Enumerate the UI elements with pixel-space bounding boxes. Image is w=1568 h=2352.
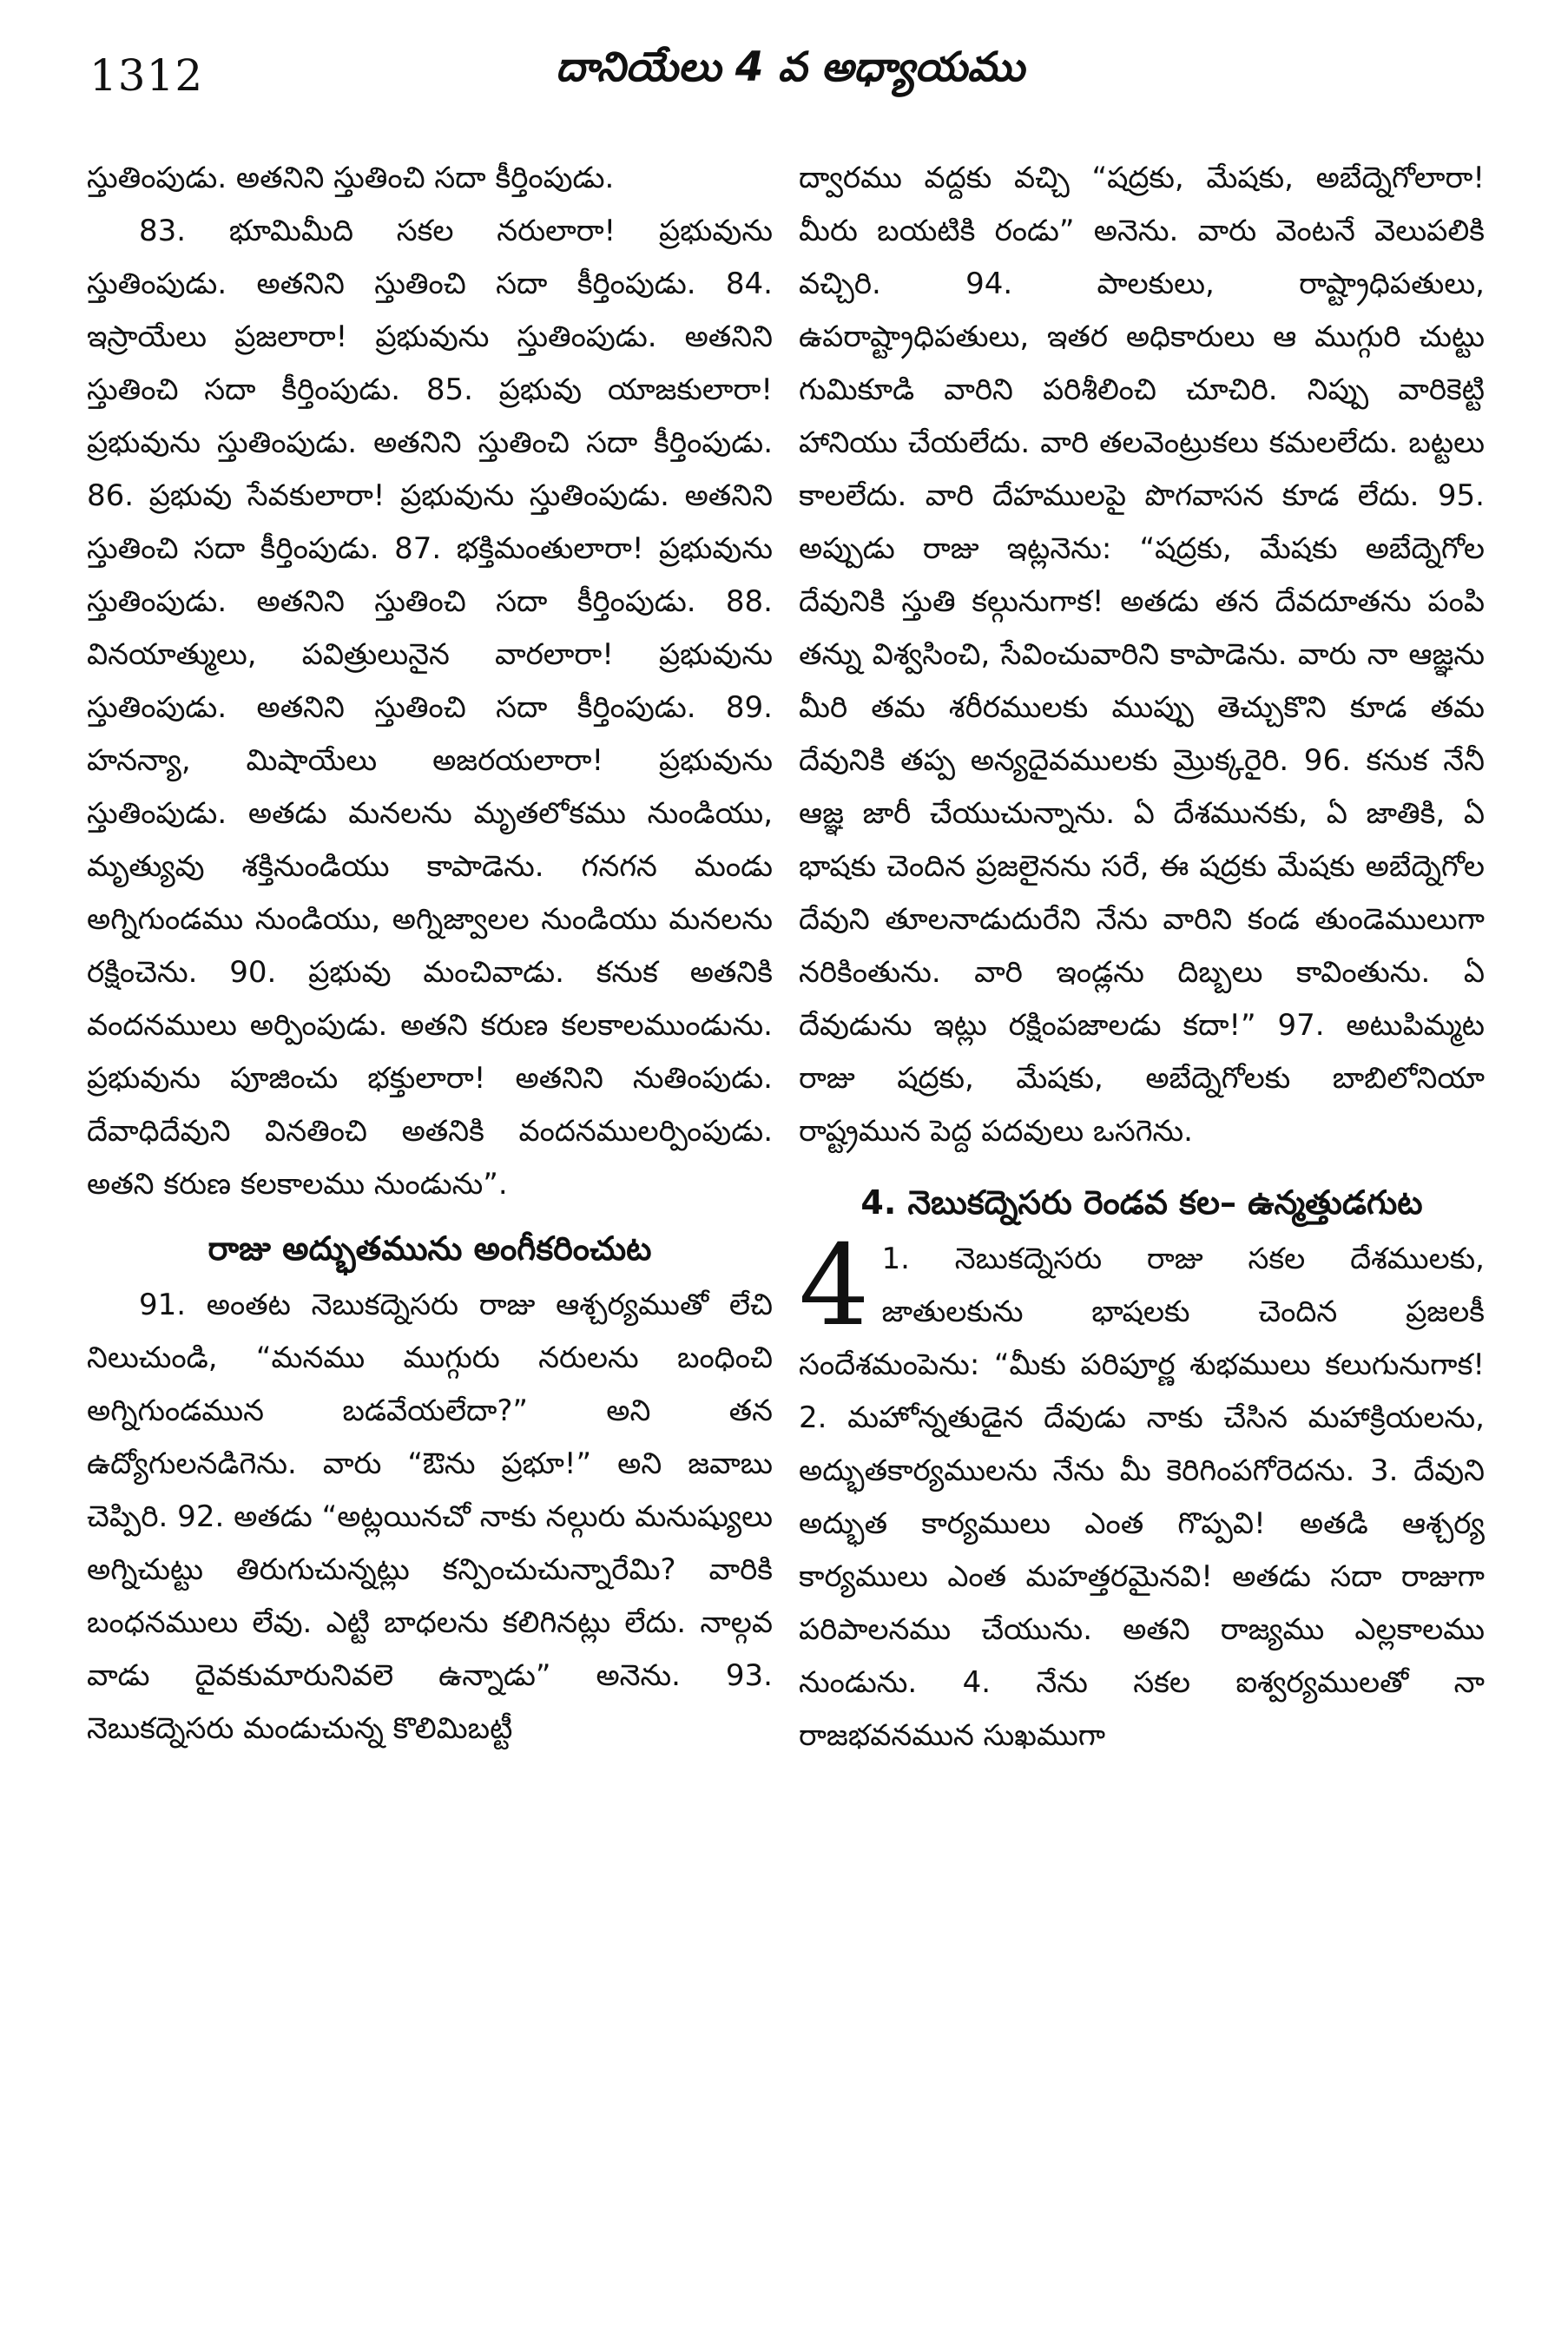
right-column [799,152,1485,1762]
chapter-heading: 4. నెబుకద్నెసరు రెండవ కల– ఉన్మత్తుడగుట [860,1183,1423,1222]
paragraph: 83. భూమిమీది సకల నరులారా! ప్రభువును స్తుతింపుడు. అతనిని స్తుతించి సదా కీర్తింపుడు. 84. ఇస్రాయేలు ప్రజలారా! ప్రభువును స్తుతింపుడు. అతనిని స్తుతించి సదా కీర్తింపుడు. 85. ప్రభువు యాజకులారా! ప్రభువును స్తుతింపుడు. అతనిని స్తుతించి సదా కీర్తింపుడు. 86. ప్రభువు సేవకులారా! ప్రభువును స్తుతింపుడు. అతనిని స్తుతించి సదా కీర్తింపుడు. 87. భక్తిమంతులారా! ప్రభువును స్తుతింపుడు. అతనిని స్తుతించి సదా కీర్తింపుడు. 88. వినయాత్ములు, పవిత్రులునైన వారలారా! ప్రభువును స్తుతింపుడు. అతనిని స్తుతించి సదా కీర్తింపుడు. 89. హనన్యా, మిషాయేలు అజరయలారా! ప్రభువును స్తుతింపుడు. అతడు మనలను మృతలోకము నుండియు, మృత్యువు శక్తినుండియు కాపాడెను. గనగన మండు అగ్నిగుండము నుండియు, అగ్నిజ్వాలల నుండియు మనలను రక్షించెను. 90. ప్రభువు మంచివాడు. కనుక అతనికి వందనములు అర్పింపుడు. అతని కరుణ కలకాలముండును. ప్రభువును పూజించు భక్తులారా! అతనిని నుతింపుడు. దేవాధిదేవుని వినతించి అతనికి వందనములర్పింపుడు. అతని కరుణ కలకాలము నుండును”. [87,214,773,1202]
paragraph: 91. అంతట నెబుకద్నెసరు రాజు ఆశ్చర్యముతో లేచి నిలుచుండి, “మనము ముగ్గురు నరులను బంధించి అగ్నిగుండమున బడవేయలేదా?” అని తన ఉద్యోగులనడిగెను. వారు “ఔను ప్రభూ!” అని జవాబు చెప్పిరి. 92. అతడు “అట్లయినచో నాకు నల్గురు మనుష్యులు అగ్నిచుట్టు తిరుగుచున్నట్లు కన్పించుచున్నారేమి? వారికి బంధనములు లేవు. ఎట్టి బాధలను కలిగినట్లు లేదు. నాల్గవ వాడు దైవకుమారునివలె ఉన్నాడు” అనెను. 93. నెబుకద్నెసరు మండుచున్న కొలిమిబట్టీ [87,1288,773,1746]
chapter-opening-text: 1. నెబుకద్నెసరు రాజు సకల దేశములకు, జాతులకును భాషలకు చెందిన ప్రజలకీ సందేశమంపెను: “మీకు పరిపూర్ణ శుభములు కలుగునుగాక! 2. మహోన్నతుడైన దేవుడు నాకు చేసిన మహాక్రియలను, అద్భుతకార్యములను నేను మీ కెరిగింపగోరెదను. 3. దేవుని అద్భుత కార్యములు ఎంత గొప్పవి! అతడి ఆశ్చర్య కార్యములు ఎంత మహత్తరమైనవి! అతడు సదా రాజుగా పరిపాలనము చేయును. అతని రాజ్యము ఎల్లకాలము నుండును. 4. నేను సకల ఐశ్వర్యములతో నా రాజభవనమున సుఖముగా [799,1242,1485,1753]
section-heading: రాజు అద్భుతమును అంగీకరించుట [208,1229,652,1268]
running-head: దానియేలు 4 వ అధ్యాయము [555,43,1025,91]
chapter-dropcap: 4 [799,1222,870,1351]
paragraph [799,1222,1485,1762]
page-number: 1312 [89,50,204,101]
paragraph: స్తుతింపుడు. అతనిని స్తుతించి సదా కీర్తింపుడు. [87,161,615,195]
left-column [87,152,773,1756]
paragraph: ద్వారము వద్దకు వచ్చి “షద్రకు, మేషకు, అబేద్నెగోలారా! మీరు బయటికి రండు” అనెను. వారు వెంటనే వెలుపలికి వచ్చిరి. 94. పాలకులు, రాష్ట్రాధిపతులు, ఉపరాష్ట్రాధిపతులు, ఇతర అధికారులు ఆ ముగ్గురి చుట్టు గుమికూడి వారిని పరిశీలించి చూచిరి. నిప్పు వారికెట్టి హానియు చేయలేదు. వారి తలవెంట్రుకలు కమలలేదు. బట్టలు కాలలేదు. వారి దేహములపై పొగవాసన కూడ లేదు. 95. అప్పుడు రాజు ఇట్లనెను: “షద్రకు, మేషకు అబేద్నెగోల దేవునికి స్తుతి కల్గునుగాక! అతడు తన దేవదూతను పంపి తన్ను విశ్వసించి, సేవించువారిని కాపాడెను. వారు నా ఆజ్ఞను మీరి తమ శరీరములకు ముప్పు తెచ్చుకొని కూడ తమ దేవునికి తప్ప అన్యదైవములకు మ్రొక్కరైరి. 96. కనుక నేనీ ఆజ్ఞ జారీ చేయుచున్నాను. ఏ దేశమునకు, ఏ జాతికి, ఏ భాషకు చెందిన ప్రజలైనను సరే, ఈ షద్రకు మేషకు అబేద్నెగోల దేవుని తూలనాడుదురేని నేను వారిని కండ తుండెములుగా నరికింతును. వారి ఇండ్లను దిబ్బలు కావింతును. ఏ దేవుడును ఇట్లు రక్షింపజాలడు కదా!” 97. అటుపిమ్మట రాజు షద్రకు, మేషకు, అబేద్నెగోలకు బాబిలోనియా రాష్ట్రమున పెద్ద పదవులు ఒసగెను. [799,161,1485,1149]
